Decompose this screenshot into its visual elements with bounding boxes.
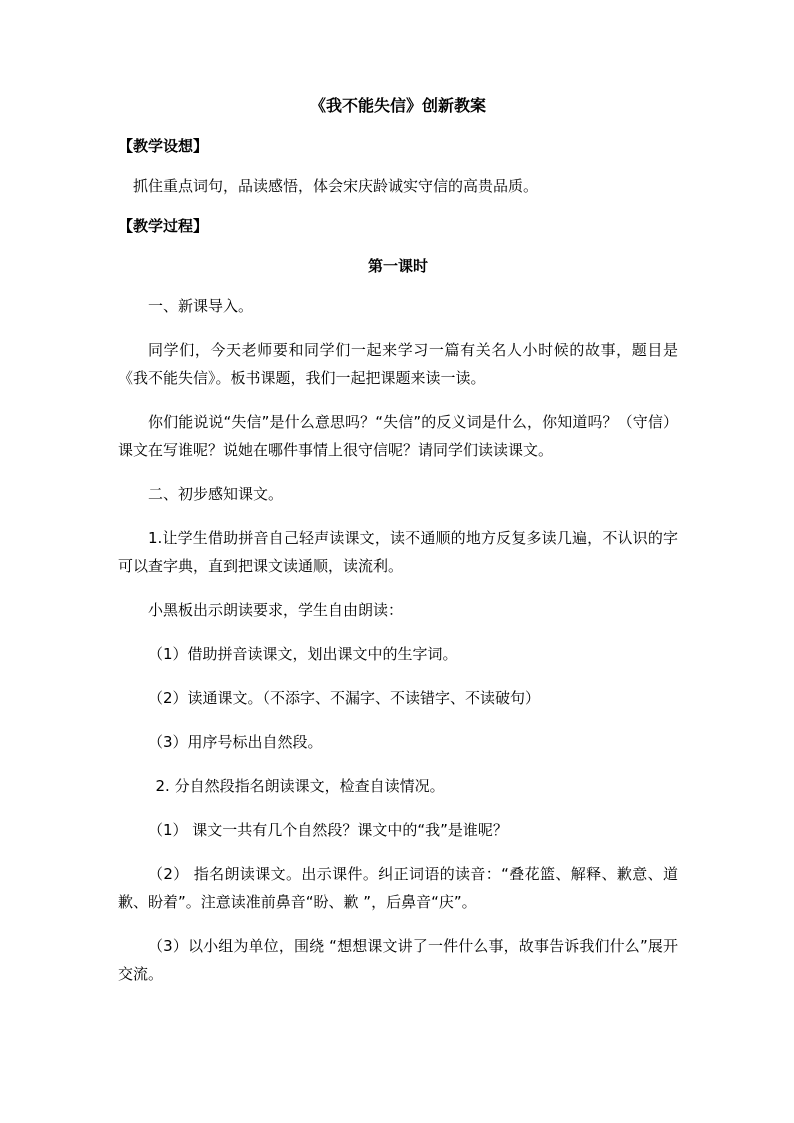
list-item: （1） 课文一共有几个自然段？课文中的“我”是谁呢？ — [148, 821, 508, 839]
document-title: 《我不能失信》创新教案 — [309, 96, 486, 115]
document-body — [118, 92, 678, 988]
list-item: （2） 指名朗读课文。出示课件。纠正词语的读音：“叠花篮、解释、歉意、道歉、盼着”。注意读准前鼻音“盼、歉 ”，后鼻音“庆”。 — [118, 865, 678, 911]
section-heading-teaching-design: 【教学设想】 — [118, 137, 209, 155]
paragraph: 2. 分自然段指名朗读课文，检查自读情况。 — [155, 777, 445, 795]
paragraph: 1.让学生借助拼音自己轻声读课文，读不通顺的地方反复多读几遍，不认识的字可以查字典，直到把课文读通顺，读流利。 — [118, 529, 678, 575]
list-item: （3）以小组为单位，围绕 “想想课文讲了一件什么事，故事告诉我们什么”展开交流。 — [118, 937, 678, 983]
paragraph: 小黑板出示朗读要求，学生自由朗读： — [148, 601, 404, 619]
list-item: （2）读通课文。（不添字、不漏字、不读错字、不读破句） — [148, 689, 541, 707]
list-item: （3）用序号标出自然段。 — [148, 733, 323, 751]
lesson-title: 第一课时 — [367, 257, 428, 275]
paragraph: 你们能说说“失信”是什么意思吗？“失信”的反义词是什么，你知道吗？（守信） 课文在写谁呢？说她在哪件事情上很守信呢？请同学们读读课文。 — [118, 413, 678, 459]
section-heading-teaching-process: 【教学过程】 — [118, 217, 209, 235]
paragraph: 二、初步感知课文。 — [148, 485, 284, 503]
paragraph: 同学们，今天老师要和同学们一起来学习一篇有关名人小时候的故事，题目是《我不能失信》。板书课题，我们一起把课题来读一读。 — [118, 341, 678, 387]
list-item: （1）借助拼音读课文，划出课文中的生字词。 — [148, 645, 458, 663]
teaching-design-text: 抓住重点词句，品读感悟，体会宋庆龄诚实守信的高贵品质。 — [133, 177, 539, 195]
paragraph: 一、新课导入。 — [148, 297, 254, 315]
